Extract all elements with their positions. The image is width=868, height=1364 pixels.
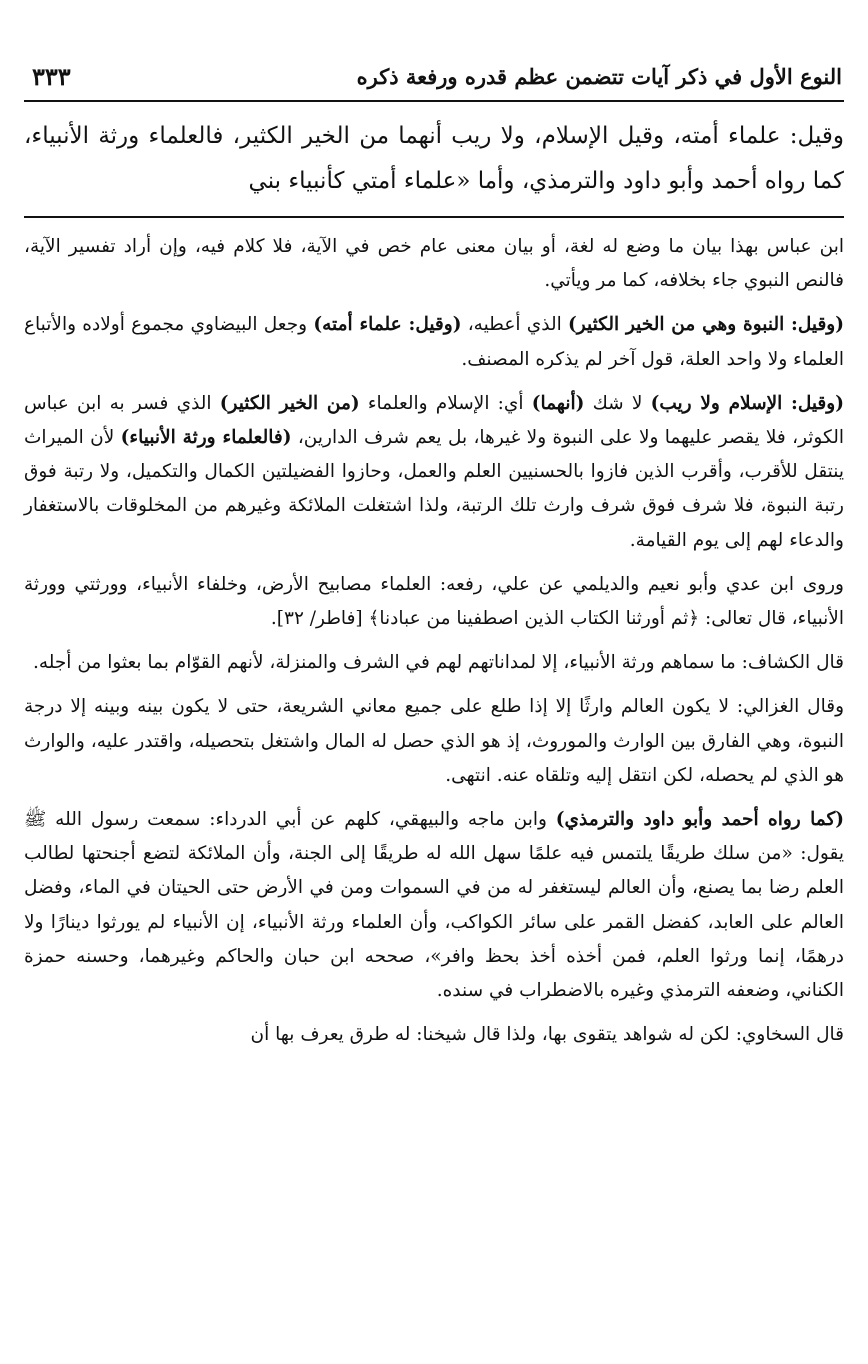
paragraph-text: أي: الإسلام والعلماء xyxy=(359,392,532,414)
commentary-paragraph xyxy=(24,568,844,636)
paragraph-text: وابن ماجه والبيهقي، كلهم عن أبي الدرداء: سمعت رسول الله ﷺ يقول: «من سلك طريقًا يلتمس فيه علمًا سهل الله له طريقًا إلى الجنة، وأن الملائكة لتضع أجنحتها لطالب العلم رضا بما يصنع، وأن العالم ليستغفر له من في السموات ومن في الأرض حتى الحيتان في الماء، وفضل العالم على العابد، كفضل القمر على سائر الكواكب، وأن العلماء ورثة الأنبياء، إن الأنبياء لم يورثوا دينارًا ولا درهمًا، إنما ورثوا العلم، فمن أخذه أخذ بحظ وافر»، صححه ابن حبان والحاكم وغيرهما، وحسنه حمزة الكناني، وضعفه الترمذي وغيره بالاضطراب في سنده. xyxy=(24,809,844,1002)
paragraph-text: لا شك xyxy=(584,392,651,414)
commentary-paragraph xyxy=(24,646,844,680)
lemma: (من الخير الكثير) xyxy=(219,392,360,414)
commentary-paragraph xyxy=(24,387,844,558)
book-page xyxy=(24,0,844,1364)
paragraph-text: وجعل البيضاوي مجموع أولاده والأتباع العلماء ولا واحد العلة، قول آخر لم يذكره المصنف. xyxy=(24,314,844,370)
lemma: (وقيل: الإسلام ولا ريب) xyxy=(650,392,844,414)
paragraph-text: قال الكشاف: ما سماهم ورثة الأنبياء، إلا لمداناتهم لهم في الشرف والمنزلة، لأنهم القوّام بما بعثوا من أجله. xyxy=(32,652,844,674)
lemma: (فالعلماء ورثة الأنبياء) xyxy=(120,427,292,449)
paragraph-text: وقال الغزالي: لا يكون العالم وارثًا إلا إذا طلع على جميع معاني الشريعة، حتى لا يكون بينه وبينه إلا درجة النبوة، وهي الفارق بين الوارث والموروث، إذ هو الذي حصل له المال واشتغل بتحصيله، واقتدر عليه، والوارث هو الذي لم يحصله، لكن انتقل إليه وتلقاه عنه. انتهى. xyxy=(24,696,844,786)
main-text: وقيل: علماء أمته، وقيل الإسلام، ولا ريب أنهما من الخير الكثير، فالعلماء ورثة الأنبياء، كما رواه أحمد وأبو داود والترمذي، وأما «علماء أمتي كأنبياء بني xyxy=(24,123,844,194)
commentary-paragraph xyxy=(24,230,844,298)
paragraph-text: الذي فسر به ابن عباس الكوثر، فلا يقصر عليهما ولا على النبوة ولا غيرها، بل يعم شرف الدارين، xyxy=(24,392,844,449)
page-number: ٣٣٣ xyxy=(32,61,71,91)
lemma: (وقيل: علماء أمته) xyxy=(313,314,462,336)
commentary-paragraph xyxy=(24,690,844,793)
running-title: النوع الأول في ذكر آيات تتضمن عظم قدره ورفعة ذكره xyxy=(356,63,842,89)
paragraph-text: لأن الميراث ينتقل للأقرب، وأقرب الذين فازوا بالحسنيين العلم والعمل، وحازوا الفضيلتين الكمال والتكميل، ولا رتبة فوق رتبة النبوة، فلا شرف فوق شرف وارث تلك الرتبة، ولذا اشتغلت الملائكة وغيرهم من المخلوقات بالاستغفار والدعاء لهم إلى يوم القيامة. xyxy=(24,427,844,551)
page-header xyxy=(24,52,844,102)
commentary xyxy=(24,230,844,1062)
footnote-separator xyxy=(24,216,844,218)
commentary-paragraph xyxy=(24,1018,844,1052)
paragraph-text: الذي أعطيه، xyxy=(461,314,569,336)
commentary-paragraph xyxy=(24,308,844,376)
lemma: (وقيل: النبوة وهي من الخير الكثير) xyxy=(568,314,844,336)
commentary-paragraph xyxy=(24,803,844,1008)
lemma: (أنهما) xyxy=(531,392,585,414)
paragraph-text: وروى ابن عدي وأبو نعيم والديلمي عن علي، رفعه: العلماء مصابيح الأرض، وخلفاء الأنبياء، وورثتي وورثة الأنبياء، قال تعالى: ﴿ثم أورثنا الكتاب الذين اصطفينا من عبادنا﴾ [فاطر/ ٣٢]. xyxy=(24,573,844,630)
lemma: (كما رواه أحمد وأبو داود والترمذي) xyxy=(555,809,844,831)
paragraph-text: ابن عباس بهذا بيان ما وضع له لغة، أو بيان معنى عام خص في الآية، فلا كلام فيه، وإن أراد تفسير الآية، فالنص النبوي جاء بخلافه، كما مر ويأتي. xyxy=(24,236,844,292)
paragraph-text: قال السخاوي: لكن له شواهد يتقوى بها، ولذا قال شيخنا: له طرق يعرف بها أن xyxy=(250,1024,844,1046)
